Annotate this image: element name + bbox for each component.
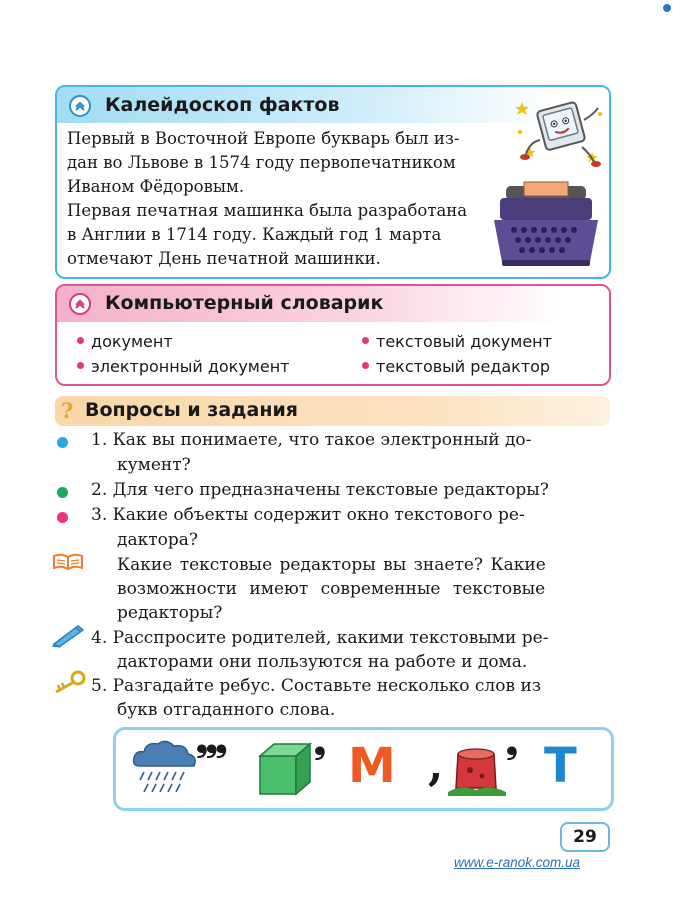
page-number: 29 bbox=[560, 822, 610, 852]
question-4-line: 4. Расспросите родителей, какими текстовыми ре- bbox=[91, 628, 549, 648]
question-1-line: кумент? bbox=[117, 455, 191, 475]
facts-text-line: Первый в Восточной Европе букварь был из- bbox=[67, 129, 460, 148]
facts-text-line: дан во Львове в 1574 году первопечатником bbox=[67, 153, 456, 172]
question-mark-icon: ? bbox=[61, 398, 74, 423]
key-icon bbox=[50, 670, 86, 700]
rebus-letter-m: М bbox=[348, 738, 396, 794]
blue-level-icon bbox=[57, 437, 68, 448]
facts-text-line: Первая печатная машинка была разработана bbox=[67, 201, 468, 220]
question-3-line: дактора? bbox=[117, 530, 198, 550]
facts-text-line: Иваном Фёдоровым. bbox=[67, 177, 245, 196]
green-level-icon bbox=[57, 487, 68, 498]
typewriter-illustration bbox=[486, 180, 606, 274]
open-book-icon bbox=[52, 552, 84, 576]
rebus-comma: ❟ bbox=[506, 726, 518, 761]
question-1-line: 1. Как вы понимаете, что такое электронный до- bbox=[91, 430, 532, 450]
tree-stump-icon bbox=[446, 744, 508, 804]
rebus-commas: ❟❟❟ bbox=[196, 724, 226, 759]
question-3-line: 3. Какие объекты содержит окно текстового ре- bbox=[91, 505, 525, 525]
questions-header bbox=[55, 396, 610, 426]
question-book-line: редакторы? bbox=[117, 603, 223, 623]
facts-text-line: отмечают День печатной машинки. bbox=[67, 249, 381, 268]
question-2-line: 2. Для чего предназначены текстовые редакторы? bbox=[91, 480, 549, 500]
question-5-line: букв отгаданного слова. bbox=[117, 700, 336, 720]
rebus-letter-t: Т bbox=[544, 738, 577, 794]
rain-cloud-icon bbox=[130, 736, 202, 804]
question-4-line: дакторами они пользуются на работе и дома. bbox=[117, 652, 528, 672]
publisher-url[interactable]: www.e-ranok.com.ua bbox=[454, 855, 581, 870]
question-5-line: 5. Разгадайте ребус. Составьте несколько слов из bbox=[91, 676, 542, 696]
question-book-line: возможности имеют современные текстовые bbox=[117, 579, 546, 599]
dictionary-item: текстовый документ bbox=[362, 332, 552, 351]
kaleidoscope-icon bbox=[69, 95, 91, 117]
facts-text-line: в Англии в 1714 году. Каждый год 1 марта bbox=[67, 225, 442, 244]
bullet-icon bbox=[77, 362, 84, 369]
publisher-logo-icon bbox=[663, 4, 671, 12]
publisher-corner-logo bbox=[663, 3, 673, 12]
questions-title: Вопросы и задания bbox=[85, 399, 298, 421]
bullet-icon bbox=[362, 362, 369, 369]
rebus-leading-comma: , bbox=[428, 740, 444, 791]
rebus-comma: ❟ bbox=[314, 726, 326, 761]
dictionary-title: Компьютерный словарик bbox=[105, 292, 384, 314]
bullet-icon bbox=[362, 337, 369, 344]
dictionary-header bbox=[57, 286, 609, 322]
dictionary-item: текстовый редактор bbox=[362, 357, 550, 376]
facts-title: Калейдоскоп фактов bbox=[105, 94, 340, 116]
computer-mascot-illustration bbox=[512, 92, 607, 176]
rebus-box bbox=[113, 724, 614, 811]
green-cube-icon bbox=[256, 742, 316, 802]
pink-level-icon bbox=[57, 512, 68, 523]
pen-icon bbox=[50, 622, 86, 652]
dictionary-item: электронный документ bbox=[77, 357, 290, 376]
dictionary-box bbox=[55, 284, 611, 386]
dictionary-item: документ bbox=[77, 332, 173, 351]
dictionary-icon bbox=[69, 293, 91, 315]
question-book-line: Какие текстовые редакторы вы знаете? Какие bbox=[117, 555, 546, 575]
bullet-icon bbox=[77, 337, 84, 344]
